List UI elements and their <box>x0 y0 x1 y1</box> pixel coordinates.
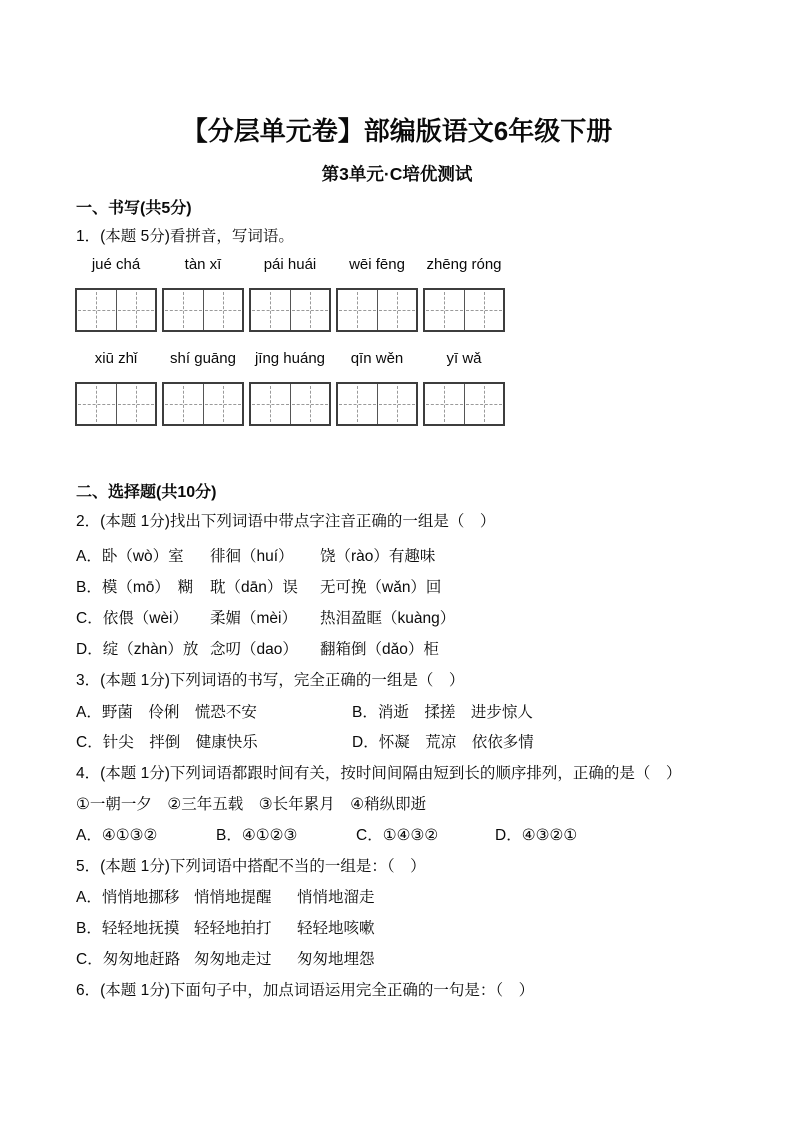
writing-grid-box <box>336 288 418 332</box>
option-col <box>76 950 194 970</box>
option-phrase: 卧（wò）室 <box>101 548 184 565</box>
writing-grid-box <box>423 382 505 426</box>
option-label: B． <box>216 827 242 844</box>
q2-option-d <box>76 640 734 660</box>
writing-grid-box <box>423 288 505 332</box>
pinyin-label: shí guāng <box>170 350 236 367</box>
q5-option-c <box>76 950 734 970</box>
option-text: 针尖 拌倒 健康快乐 <box>102 734 258 751</box>
option-phrase: 模（mō） 糊 <box>101 579 194 596</box>
q4-option-b <box>216 826 356 846</box>
section1-heading: 一、书写(共5分) <box>76 200 192 217</box>
q6-stem: 6．(本题 1分)下面句子中，加点词语运用完全正确的一句是：（ ） <box>76 982 535 999</box>
q3-option-c <box>76 733 352 753</box>
option-label: C． <box>76 610 103 627</box>
pinyin-label: zhēng róng <box>426 256 502 273</box>
writing-grid-box <box>75 288 157 332</box>
writing-grid-box <box>75 382 157 426</box>
pinyin-label: jīng huáng <box>254 350 326 367</box>
q4-answer-options <box>76 826 734 846</box>
option-phrase: 匆匆地赶路 <box>102 951 181 968</box>
option-label: A． <box>76 889 102 906</box>
pinyin-row-2 <box>75 350 510 368</box>
q5-option-b <box>76 919 734 939</box>
q2-option-c <box>76 609 734 629</box>
option-col <box>76 578 210 598</box>
option-phrase: 耽（dān）误 <box>210 579 298 596</box>
q3-options-row-1 <box>76 703 734 723</box>
q3-stem: 3．(本题 1分)下列词语的书写，完全正确的一组是（ ） <box>76 672 465 689</box>
q4-option-a <box>76 826 216 846</box>
option-label: B． <box>76 920 102 937</box>
page-title: 【分层单元卷】部编版语文6年级下册 <box>181 116 613 146</box>
option-value: ④③②① <box>521 827 578 844</box>
option-phrase: 徘徊（huí） <box>210 548 294 565</box>
option-phrase: 悄悄地挪移 <box>101 889 180 906</box>
option-col <box>76 609 210 629</box>
writing-grid-box <box>249 382 331 426</box>
q4-items: ①一朝一夕 ②三年五载 ③长年累月 ④稍纵即逝 <box>76 796 427 813</box>
option-phrase: 柔媚（mèi） <box>210 610 297 627</box>
option-label: C． <box>76 734 103 751</box>
option-phrase: 饶（rào）有趣味 <box>320 548 436 565</box>
option-label: B． <box>352 704 378 721</box>
option-label: A． <box>76 548 102 565</box>
q5-stem: 5．(本题 1分)下列词语中搭配不当的一组是：（ ） <box>76 858 426 875</box>
option-text: 怀凝 荒凉 依依多情 <box>378 734 534 751</box>
q5-option-a <box>76 888 734 908</box>
q4-option-d <box>495 826 734 846</box>
q2-option-a <box>76 547 734 567</box>
pinyin-label: jué chá <box>91 256 141 273</box>
option-col <box>76 919 194 939</box>
page-subtitle: 第3单元·C培优测试 <box>321 164 473 184</box>
writing-grid-box <box>162 288 244 332</box>
option-phrase: 轻轻地咳嗽 <box>297 920 375 937</box>
q4-option-c <box>356 826 495 846</box>
writing-grid-box <box>249 288 331 332</box>
option-text: 野菌 伶俐 慌恐不安 <box>101 704 257 721</box>
option-phrase: 匆匆地埋怨 <box>297 951 375 968</box>
option-label: B． <box>76 579 102 596</box>
option-phrase: 悄悄地提醒 <box>194 889 272 906</box>
option-phrase: 匆匆地走过 <box>194 951 272 968</box>
option-label: A． <box>76 704 102 721</box>
option-phrase: 翻箱倒（dǎo）柜 <box>320 641 439 658</box>
pinyin-label: pái huái <box>263 256 317 273</box>
option-phrase: 绽（zhàn）放 <box>102 641 199 658</box>
option-label: C． <box>356 827 383 844</box>
option-phrase: 轻轻地抚摸 <box>101 920 180 937</box>
option-phrase: 念叨（dao） <box>210 641 298 658</box>
q2-stem: 2．(本题 1分)找出下列词语中带点字注音正确的一组是（ ） <box>76 513 496 530</box>
q4-stem: 4．(本题 1分)下列词语都跟时间有关，按时间间隔由短到长的顺序排列，正确的是（ ） <box>76 765 682 782</box>
q2-option-b <box>76 578 734 598</box>
q3-option-b <box>352 703 734 723</box>
q3-option-d <box>352 733 734 753</box>
option-value: ①④③② <box>382 827 439 844</box>
writing-grid-row-1 <box>75 288 510 332</box>
pinyin-label: xiū zhǐ <box>94 350 138 367</box>
option-value: ④①③② <box>101 827 158 844</box>
option-phrase: 无可挽（wǎn）回 <box>320 579 442 596</box>
option-phrase: 轻轻地拍打 <box>194 920 272 937</box>
q3-options-row-2 <box>76 733 734 753</box>
pinyin-label: tàn xī <box>184 256 222 273</box>
option-phrase: 热泪盈眶（kuàng） <box>320 610 456 627</box>
pinyin-row-1 <box>75 256 510 274</box>
writing-grid-box <box>162 382 244 426</box>
q1-stem: 1．(本题 5分)看拼音，写词语。 <box>76 228 294 245</box>
writing-grid-box <box>336 382 418 426</box>
option-col <box>76 640 210 660</box>
option-phrase: 悄悄地溜走 <box>297 889 375 906</box>
option-value: ④①②③ <box>241 827 298 844</box>
option-text: 消逝 揉搓 进步惊人 <box>377 704 533 721</box>
option-phrase: 依偎（wèi） <box>102 610 188 627</box>
option-label: C． <box>76 951 103 968</box>
option-col <box>76 888 194 908</box>
writing-grid-row-2 <box>75 382 510 426</box>
q3-option-a <box>76 703 352 723</box>
option-label: D． <box>352 734 379 751</box>
section2-heading: 二、选择题(共10分) <box>76 484 217 501</box>
pinyin-label: yī wǎ <box>446 350 482 367</box>
option-col <box>76 547 210 567</box>
pinyin-label: qīn wěn <box>350 350 404 367</box>
option-label: D． <box>495 827 522 844</box>
pinyin-label: wēi fēng <box>349 256 405 273</box>
option-label: D． <box>76 641 103 658</box>
option-label: A． <box>76 827 102 844</box>
